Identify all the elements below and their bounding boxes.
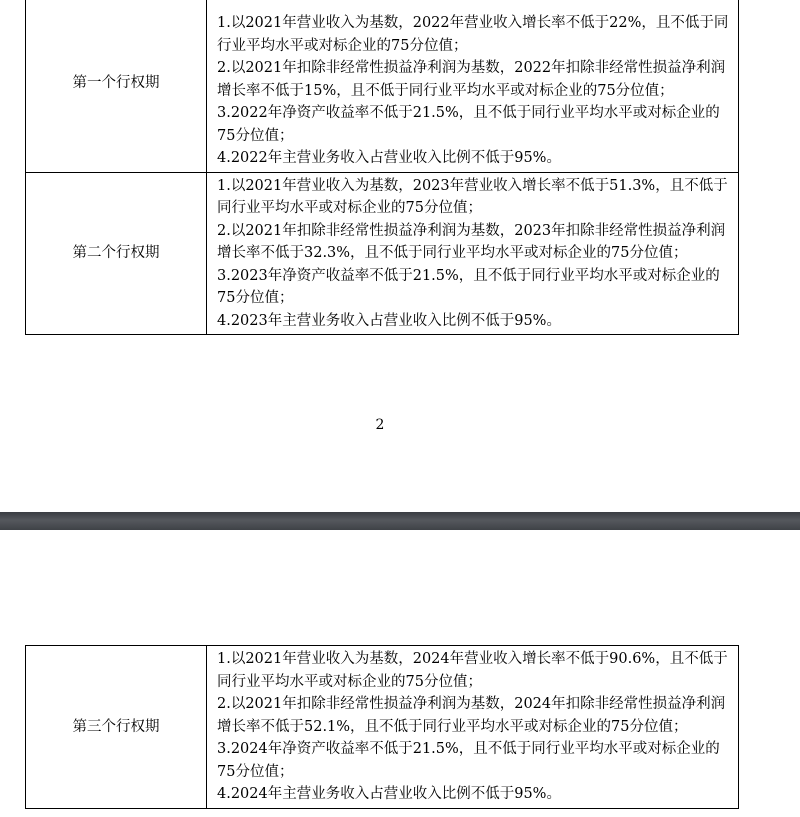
exercise-period-label: 第三个行权期 <box>26 646 207 809</box>
condition-item: 2.以2021年扣除非经常性损益净利润为基数，2022年扣除非经常性损益净利润增长率不低于15%，且不低于同行业平均水平或对标企业的75分位值； <box>217 60 726 99</box>
performance-conditions-cell <box>207 646 739 809</box>
condition-item: 3.2022年净资产收益率不低于21.5%，且不低于同行业平均水平或对标企业的75分位值； <box>217 105 720 144</box>
performance-conditions-cell <box>207 0 739 172</box>
condition-item: 1.以2021年营业收入为基数，2022年营业收入增长率不低于22%，且不低于同行业平均水平或对标企业的75分位值； <box>217 15 729 54</box>
condition-item: 2.以2021年扣除非经常性损益净利润为基数，2024年扣除非经常性损益净利润增长率不低于52.1%，且不低于同行业平均水平或对标企业的75分位值； <box>217 696 726 735</box>
page-number: 2 <box>375 417 385 433</box>
condition-item: 4.2022年主营业务收入占营业收入比例不低于95%。 <box>217 150 561 166</box>
condition-item: 1.以2021年营业收入为基数，2023年营业收入增长率不低于51.3%，且不低于同行业平均水平或对标企业的75分位值； <box>217 177 728 216</box>
condition-item: 3.2023年净资产收益率不低于21.5%，且不低于同行业平均水平或对标企业的75分位值； <box>217 267 720 306</box>
exercise-period-label: 第二个行权期 <box>26 172 207 335</box>
exercise-period-label: 第一个行权期 <box>26 0 207 172</box>
condition-item: 3.2024年净资产收益率不低于21.5%，且不低于同行业平均水平或对标企业的75分位值； <box>217 741 720 780</box>
table-row <box>26 646 739 809</box>
exercise-conditions-table <box>25 645 739 809</box>
condition-item: 4.2024年主营业务收入占营业收入比例不低于95%。 <box>217 786 561 802</box>
performance-conditions-cell <box>207 172 739 335</box>
condition-item: 2.以2021年扣除非经常性损益净利润为基数，2023年扣除非经常性损益净利润增长率不低于32.3%，且不低于同行业平均水平或对标企业的75分位值； <box>217 222 726 261</box>
table-row <box>26 0 739 172</box>
exercise-conditions-table <box>25 0 739 335</box>
document-page-lower <box>0 530 800 817</box>
table-row <box>26 172 739 335</box>
condition-item: 1.以2021年营业收入为基数，2024年营业收入增长率不低于90.6%，且不低于同行业平均水平或对标企业的75分位值； <box>217 651 728 690</box>
condition-item: 4.2023年主营业务收入占营业收入比例不低于95%。 <box>217 312 561 329</box>
page-separator <box>0 512 800 530</box>
